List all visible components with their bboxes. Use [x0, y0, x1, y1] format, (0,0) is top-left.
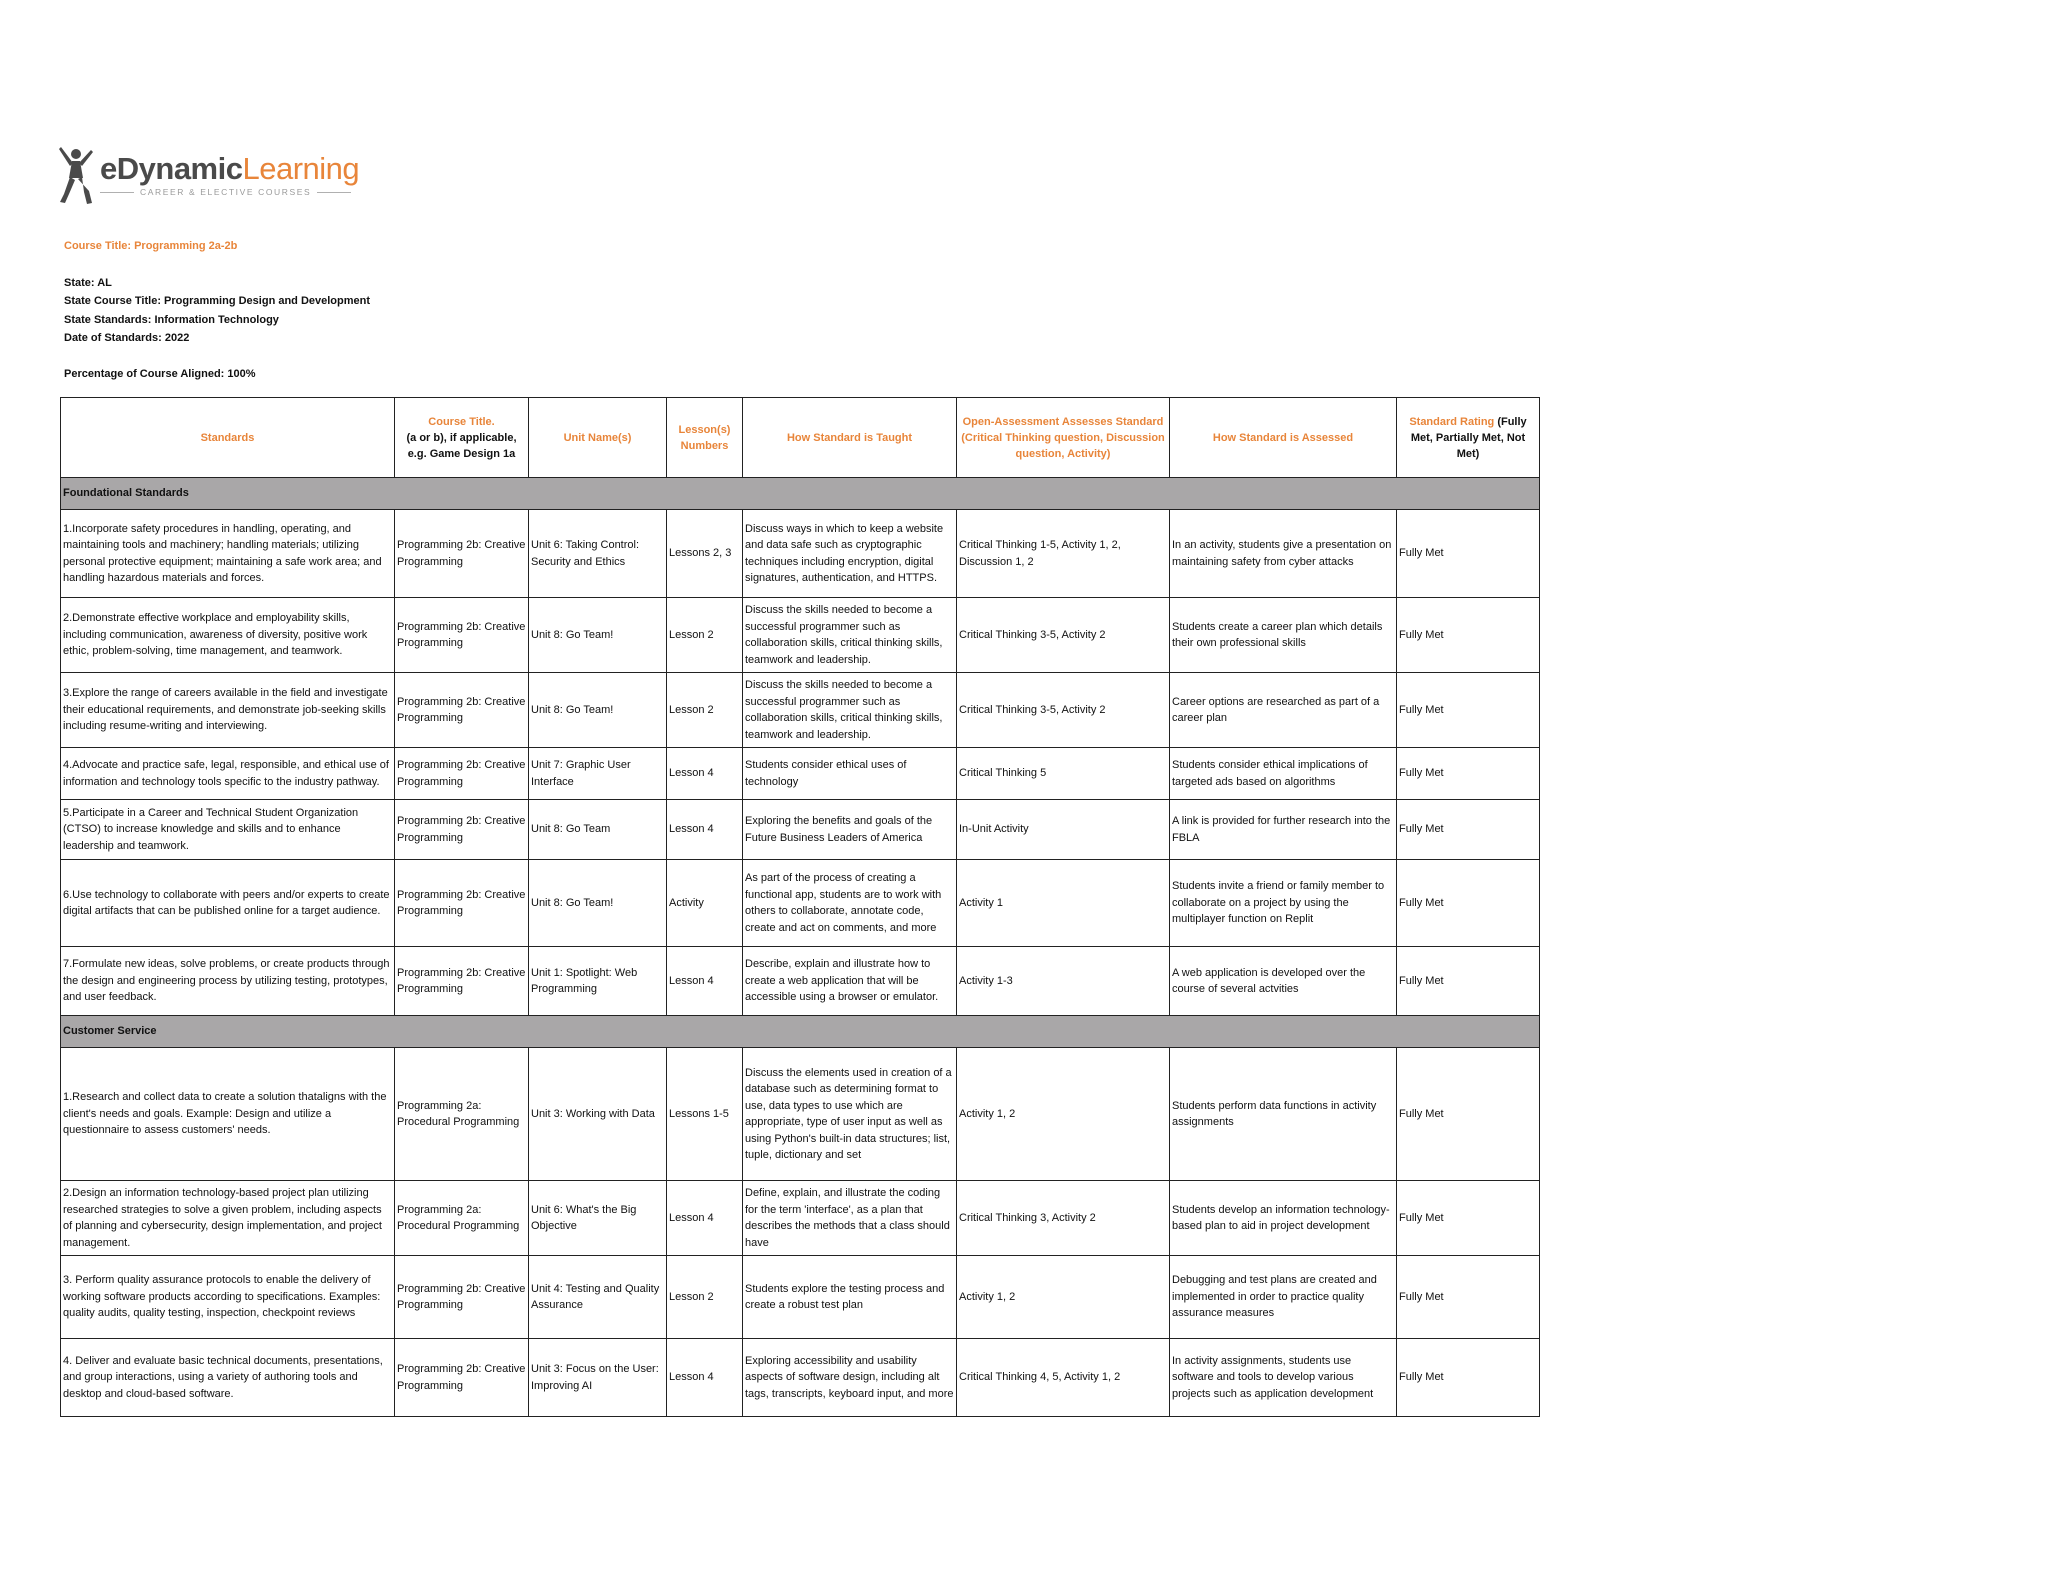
table-row: [61, 860, 1540, 947]
taught-cell: As part of the process of creating a functional app, students are to work with others to collaborate, annotate code, create and act on comments, and more: [743, 860, 957, 947]
standard-cell: 6.Use technology to collaborate with peers and/or experts to create digital artifacts that can be published online for a target audience.: [61, 860, 395, 947]
taught-cell: Discuss ways in which to keep a website and data safe such as cryptographic techniques including encryption, digital signatures, authentication, and HTTPS.: [743, 510, 957, 598]
section-row-foundational: [61, 478, 1540, 510]
unit-cell: Unit 8: Go Team!: [529, 860, 667, 947]
course-cell: Programming 2b: Creative Programming: [395, 748, 529, 800]
course-cell: Programming 2b: Creative Programming: [395, 510, 529, 598]
header-standard-rating: [1397, 398, 1540, 478]
lesson-cell: Lesson 4: [667, 1339, 743, 1417]
taught-cell: Define, explain, and illustrate the coding for the term 'interface', as a plan that describes the methods that a class should have: [743, 1181, 957, 1256]
standard-cell: 7.Formulate new ideas, solve problems, or create products through the design and engineering process by utilizing testing, prototypes, and user feedback.: [61, 947, 395, 1016]
unit-cell: Unit 6: What's the Big Objective: [529, 1181, 667, 1256]
table-row: [61, 1256, 1540, 1339]
assessed-cell: Students perform data functions in activity assignments: [1170, 1048, 1397, 1181]
header-course-title: [395, 398, 529, 478]
logo-prefix: e: [100, 151, 117, 187]
rating-cell: Fully Met: [1397, 947, 1540, 1016]
rating-cell: Fully Met: [1397, 1181, 1540, 1256]
taught-cell: Discuss the skills needed to become a successful programmer such as collaboration skills, critical thinking skills, teamwork and leadership.: [743, 598, 957, 673]
course-title: Course Title: Programming 2a-2b: [64, 240, 238, 252]
taught-cell: Students explore the testing process and create a robust test plan: [743, 1256, 957, 1339]
rating-cell: Fully Met: [1397, 800, 1540, 860]
standard-cell: 4.Advocate and practice safe, legal, responsible, and ethical use of information and technology tools specific to the industry pathway.: [61, 748, 395, 800]
header-standards: Standards: [61, 398, 395, 478]
header-rating-options: (Fully Met, Partially Met, Not Met): [1410, 415, 1527, 460]
standard-cell: 2.Design an information technology-based project plan utilizing researched strategies to solve a given problem, including aspects of planning and cybersecurity, design implementation, and project management.: [61, 1181, 395, 1256]
header-rating-label: Standard Rating: [1409, 415, 1495, 428]
assessed-cell: A web application is developed over the course of several actvities: [1170, 947, 1397, 1016]
lesson-cell: Lesson 2: [667, 598, 743, 673]
lesson-cell: Lesson 4: [667, 800, 743, 860]
unit-cell: Unit 8: Go Team!: [529, 598, 667, 673]
logo-suffix: Learning: [242, 151, 360, 187]
lesson-cell: Lesson 2: [667, 1256, 743, 1339]
standard-cell: 3. Perform quality assurance protocols to enable the delivery of working software products according to specifications. Examples: quality audits, quality testing, inspection, checkpoint reviews: [61, 1256, 395, 1339]
assessed-cell: Students create a career plan which details their own professional skills: [1170, 598, 1397, 673]
course-cell: Programming 2b: Creative Programming: [395, 1256, 529, 1339]
lesson-cell: Lesson 4: [667, 748, 743, 800]
standards-table: [60, 397, 1540, 1417]
header-lesson-numbers: Lesson(s) Numbers: [667, 398, 743, 478]
table-row: [61, 800, 1540, 860]
unit-cell: Unit 3: Working with Data: [529, 1048, 667, 1181]
unit-cell: Unit 4: Testing and Quality Assurance: [529, 1256, 667, 1339]
lesson-cell: Lessons 1-5: [667, 1048, 743, 1181]
assessed-cell: A link is provided for further research into the FBLA: [1170, 800, 1397, 860]
tagline-rule-right: [317, 192, 351, 193]
state: State: AL: [64, 277, 112, 289]
taught-cell: Exploring the benefits and goals of the Future Business Leaders of America: [743, 800, 957, 860]
standard-cell: 4. Deliver and evaluate basic technical documents, presentations, and group interactions, using a variety of authoring tools and desktop and cloud-based software.: [61, 1339, 395, 1417]
header-how-taught: How Standard is Taught: [743, 398, 957, 478]
assessed-cell: Debugging and test plans are created and implemented in order to practice quality assurance measures: [1170, 1256, 1397, 1339]
open-assessment-cell: Activity 1, 2: [957, 1256, 1170, 1339]
standard-cell: 1.Incorporate safety procedures in handling, operating, and maintaining tools and machinery; handling materials; utilizing personal protective equipment; maintaining a safe work area; and handling hazardous materials and forces.: [61, 510, 395, 598]
table-row: [61, 1339, 1540, 1417]
course-cell: Programming 2b: Creative Programming: [395, 800, 529, 860]
rating-cell: Fully Met: [1397, 860, 1540, 947]
header-how-assessed: How Standard is Assessed: [1170, 398, 1397, 478]
date-of-standards: Date of Standards: 2022: [64, 332, 190, 344]
taught-cell: Discuss the skills needed to become a successful programmer such as collaboration skills, critical thinking skills, teamwork and leadership.: [743, 673, 957, 748]
header-unit-names: Unit Name(s): [529, 398, 667, 478]
header-course-title-line2: (a or b), if applicable, e.g. Game Design 1a: [406, 431, 517, 460]
standard-cell: 2.Demonstrate effective workplace and employability skills, including communication, awareness of diversity, positive work ethic, problem-solving, time management, and teamwork.: [61, 598, 395, 673]
assessed-cell: In an activity, students give a presentation on maintaining safety from cyber attacks: [1170, 510, 1397, 598]
rating-cell: Fully Met: [1397, 1048, 1540, 1181]
lesson-cell: Lesson 2: [667, 673, 743, 748]
course-cell: Programming 2b: Creative Programming: [395, 947, 529, 1016]
open-assessment-cell: Critical Thinking 5: [957, 748, 1170, 800]
lesson-cell: Lessons 2, 3: [667, 510, 743, 598]
assessed-cell: Career options are researched as part of a career plan: [1170, 673, 1397, 748]
table-row: [61, 1181, 1540, 1256]
table-row: [61, 510, 1540, 598]
unit-cell: Unit 8: Go Team!: [529, 673, 667, 748]
standard-cell: 3.Explore the range of careers available in the field and investigate their educational requirements, and demonstrate job-seeking skills including resume-writing and interviewing.: [61, 673, 395, 748]
tagline-rule-left: [100, 192, 134, 193]
cheering-figure-icon: [56, 144, 96, 206]
state-course-title: State Course Title: Programming Design and Development: [64, 295, 371, 307]
taught-cell: Students consider ethical uses of technology: [743, 748, 957, 800]
assessed-cell: Students develop an information technology-based plan to aid in project development: [1170, 1181, 1397, 1256]
unit-cell: Unit 3: Focus on the User: Improving AI: [529, 1339, 667, 1417]
open-assessment-cell: Activity 1, 2: [957, 1048, 1170, 1181]
section-title: Customer Service: [61, 1016, 1540, 1048]
course-cell: Programming 2a: Procedural Programming: [395, 1048, 529, 1181]
open-assessment-cell: Critical Thinking 4, 5, Activity 1, 2: [957, 1339, 1170, 1417]
table-row: [61, 1048, 1540, 1181]
lesson-cell: Activity: [667, 860, 743, 947]
section-title: Foundational Standards: [61, 478, 1540, 510]
unit-cell: Unit 6: Taking Control: Security and Ethics: [529, 510, 667, 598]
section-row-customer-service: [61, 1016, 1540, 1048]
taught-cell: Describe, explain and illustrate how to create a web application that will be accessible using a browser or emulator.: [743, 947, 957, 1016]
rating-cell: Fully Met: [1397, 598, 1540, 673]
taught-cell: Exploring accessibility and usability aspects of software design, including alt tags, transcripts, keyboard input, and more: [743, 1339, 957, 1417]
lesson-cell: Lesson 4: [667, 1181, 743, 1256]
rating-cell: Fully Met: [1397, 673, 1540, 748]
assessed-cell: Students consider ethical implications of targeted ads based on algorithms: [1170, 748, 1397, 800]
table-row: [61, 673, 1540, 748]
state-standards: State Standards: Information Technology: [64, 314, 279, 326]
unit-cell: Unit 8: Go Team: [529, 800, 667, 860]
course-cell: Programming 2b: Creative Programming: [395, 598, 529, 673]
course-cell: Programming 2a: Procedural Programming: [395, 1181, 529, 1256]
header-row: [61, 398, 1540, 478]
logo-tagline: CAREER & ELECTIVE COURSES: [140, 187, 312, 198]
brand-logo: [56, 144, 359, 206]
taught-cell: Discuss the elements used in creation of a database such as determining format to use, data types to use which are appropriate, type of user input as well as using Python's built-in data structures; list, tuple, dictionary and set: [743, 1048, 957, 1181]
table-row: [61, 947, 1540, 1016]
open-assessment-cell: Critical Thinking 1-5, Activity 1, 2, Discussion 1, 2: [957, 510, 1170, 598]
table-row: [61, 748, 1540, 800]
assessed-cell: Students invite a friend or family member to collaborate on a project by using the multiplayer function on Replit: [1170, 860, 1397, 947]
unit-cell: Unit 7: Graphic User Interface: [529, 748, 667, 800]
open-assessment-cell: In-Unit Activity: [957, 800, 1170, 860]
open-assessment-cell: Activity 1-3: [957, 947, 1170, 1016]
open-assessment-cell: Activity 1: [957, 860, 1170, 947]
percentage-aligned: Percentage of Course Aligned: 100%: [64, 368, 256, 380]
unit-cell: Unit 1: Spotlight: Web Programming: [529, 947, 667, 1016]
rating-cell: Fully Met: [1397, 1339, 1540, 1417]
course-cell: Programming 2b: Creative Programming: [395, 1339, 529, 1417]
open-assessment-cell: Critical Thinking 3, Activity 2: [957, 1181, 1170, 1256]
lesson-cell: Lesson 4: [667, 947, 743, 1016]
header-course-title-line1: Course Title.: [428, 415, 495, 428]
rating-cell: Fully Met: [1397, 510, 1540, 598]
course-cell: Programming 2b: Creative Programming: [395, 860, 529, 947]
course-cell: Programming 2b: Creative Programming: [395, 673, 529, 748]
open-assessment-cell: Critical Thinking 3-5, Activity 2: [957, 598, 1170, 673]
logo-main: Dynamic: [116, 151, 243, 187]
open-assessment-cell: Critical Thinking 3-5, Activity 2: [957, 673, 1170, 748]
assessed-cell: In activity assignments, students use software and tools to develop various projects such as application development: [1170, 1339, 1397, 1417]
standard-cell: 5.Participate in a Career and Technical Student Organization (CTSO) to increase knowledge and skills and to enhance leadership and teamwork.: [61, 800, 395, 860]
header-open-assessment: Open-Assessment Assesses Standard (Critical Thinking question, Discussion question, Activity): [957, 398, 1170, 478]
table-row: [61, 598, 1540, 673]
rating-cell: Fully Met: [1397, 1256, 1540, 1339]
standard-cell: 1.Research and collect data to create a solution thataligns with the client's needs and goals. Example: Design and utilize a questionnaire to assess customers' needs.: [61, 1048, 395, 1181]
rating-cell: Fully Met: [1397, 748, 1540, 800]
